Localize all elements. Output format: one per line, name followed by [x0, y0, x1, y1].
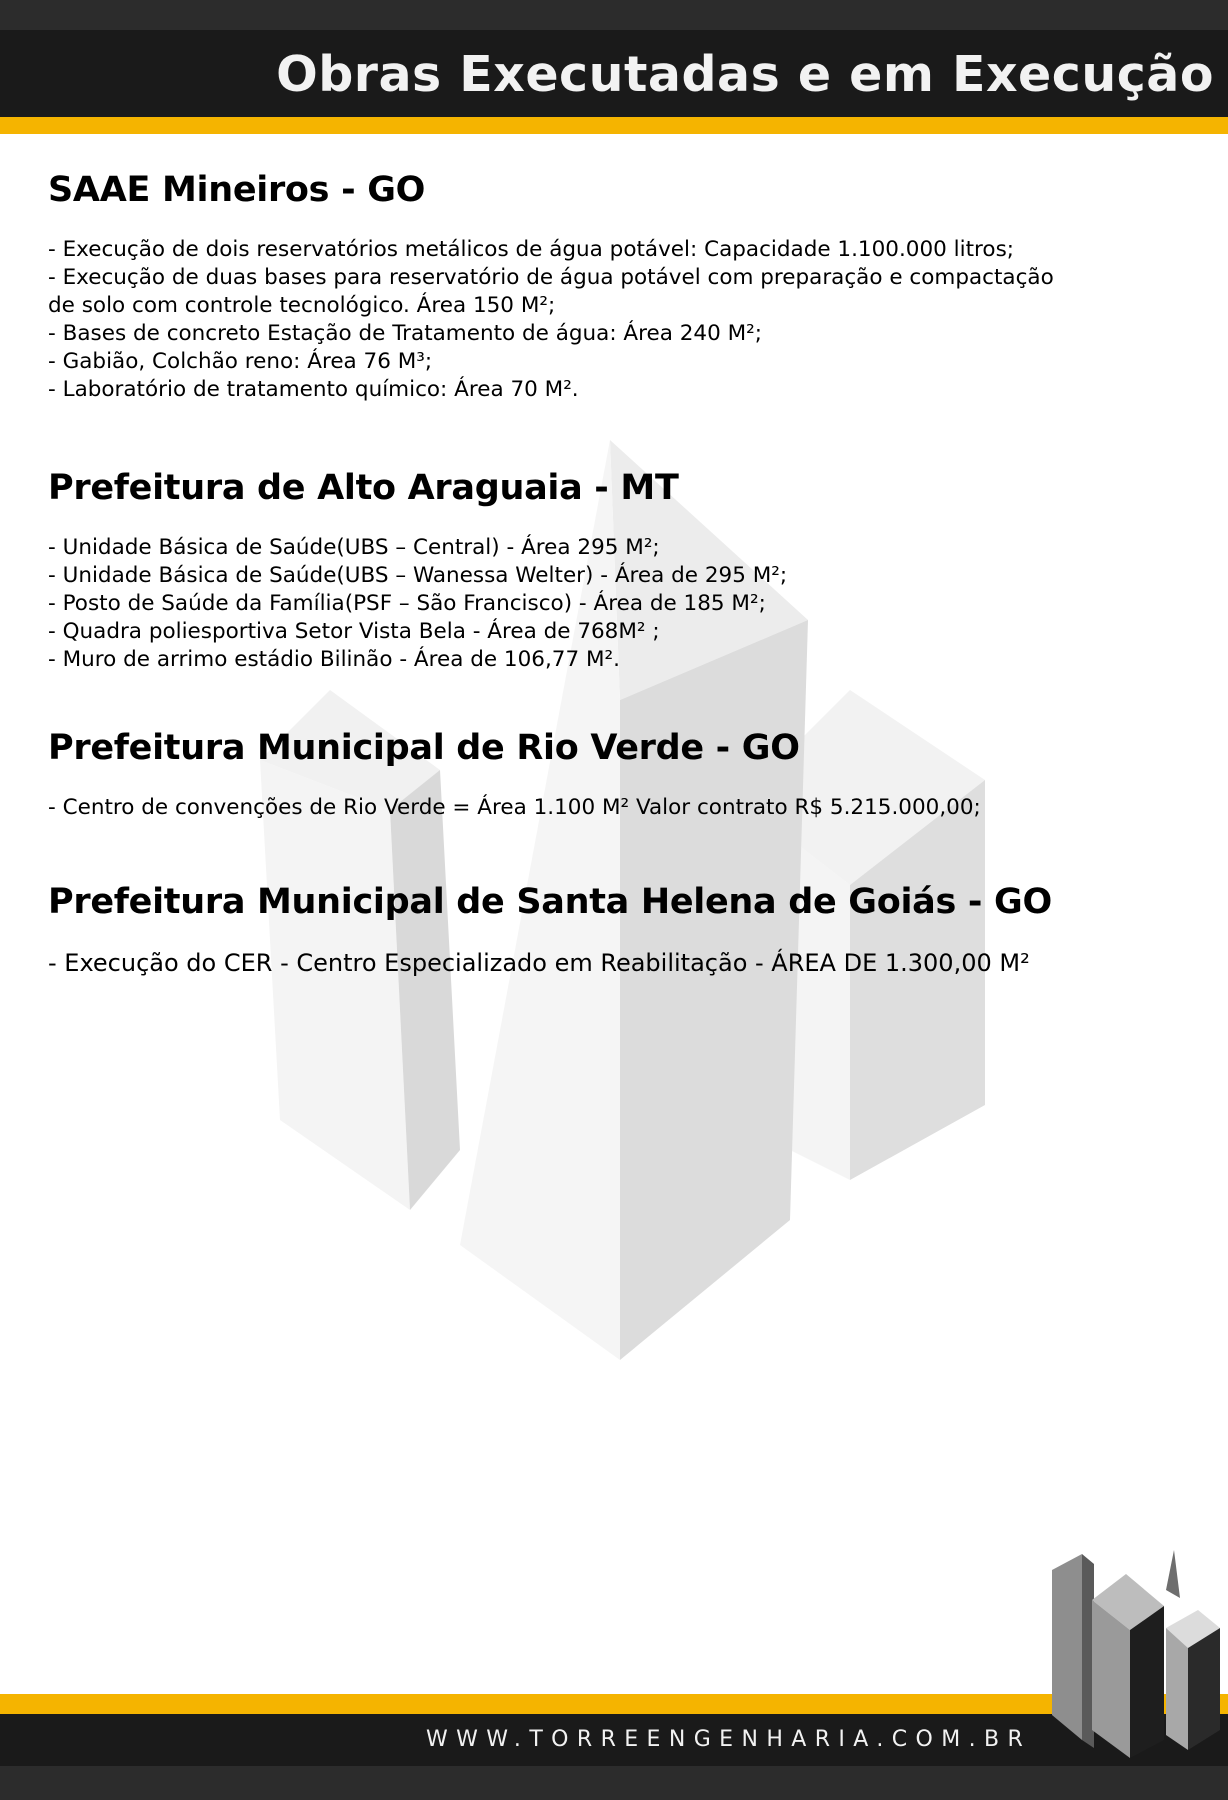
section-item-list — [48, 794, 1198, 822]
list-item: - Centro de convenções de Rio Verde = Área 1.100 M² Valor contrato R$ 5.215.000,00; — [48, 795, 981, 820]
list-item: - Execução do CER - Centro Especializado em Reabilitação - ÁREA DE 1.300,00 M² — [48, 949, 1030, 977]
footer-accent-bar — [0, 1694, 1228, 1714]
list-item: - Gabião, Colchão reno: Área 76 M³; — [48, 349, 433, 374]
section-item-list — [48, 534, 1198, 674]
list-item: - Muro de arrimo estádio Bilinão - Área de 106,77 M². — [48, 647, 620, 672]
section-item-list — [48, 948, 1198, 978]
list-item: - Bases de concreto Estação de Tratamento de água: Área 240 M²; — [48, 321, 763, 346]
page-title: Obras Executadas e em Execução — [276, 46, 1214, 103]
list-item: - Execução de dois reservatórios metálicos de água potável: Capacidade 1.100.000 litros; — [48, 237, 1015, 262]
list-item: - Unidade Básica de Saúde(UBS – Central) - Área 295 M²; — [48, 535, 660, 560]
section-title: Prefeitura de Alto Araguaia - MT — [48, 468, 679, 508]
footer-bottom-strip — [0, 1766, 1228, 1800]
section-rio-verde — [48, 728, 1198, 822]
section-santa-helena — [48, 882, 1198, 978]
list-item: - Execução de duas bases para reservatório de água potável com preparação e compactação — [48, 265, 1054, 290]
buildings-logo-icon — [1048, 1550, 1228, 1760]
section-item-list — [48, 236, 1198, 404]
section-saae-mineiros — [48, 170, 1198, 404]
website-link[interactable]: WWW.TORREENGENHARIA.COM.BR — [426, 1727, 1032, 1752]
list-item: - Posto de Saúde da Família(PSF – São Francisco) - Área de 185 M²; — [48, 591, 766, 616]
section-title: Prefeitura Municipal de Santa Helena de Goiás - GO — [48, 882, 1052, 922]
list-item: - Laboratório de tratamento químico: Área 70 M². — [48, 377, 579, 402]
list-item: - Quadra poliesportiva Setor Vista Bela - Área de 768M² ; — [48, 619, 660, 644]
list-item: de solo com controle tecnológico. Área 150 M²; — [48, 293, 556, 318]
list-item: - Unidade Básica de Saúde(UBS – Wanessa Welter) - Área de 295 M²; — [48, 563, 788, 588]
section-alto-araguaia — [48, 468, 1198, 674]
section-title: SAAE Mineiros - GO — [48, 170, 426, 210]
section-title: Prefeitura Municipal de Rio Verde - GO — [48, 728, 800, 768]
